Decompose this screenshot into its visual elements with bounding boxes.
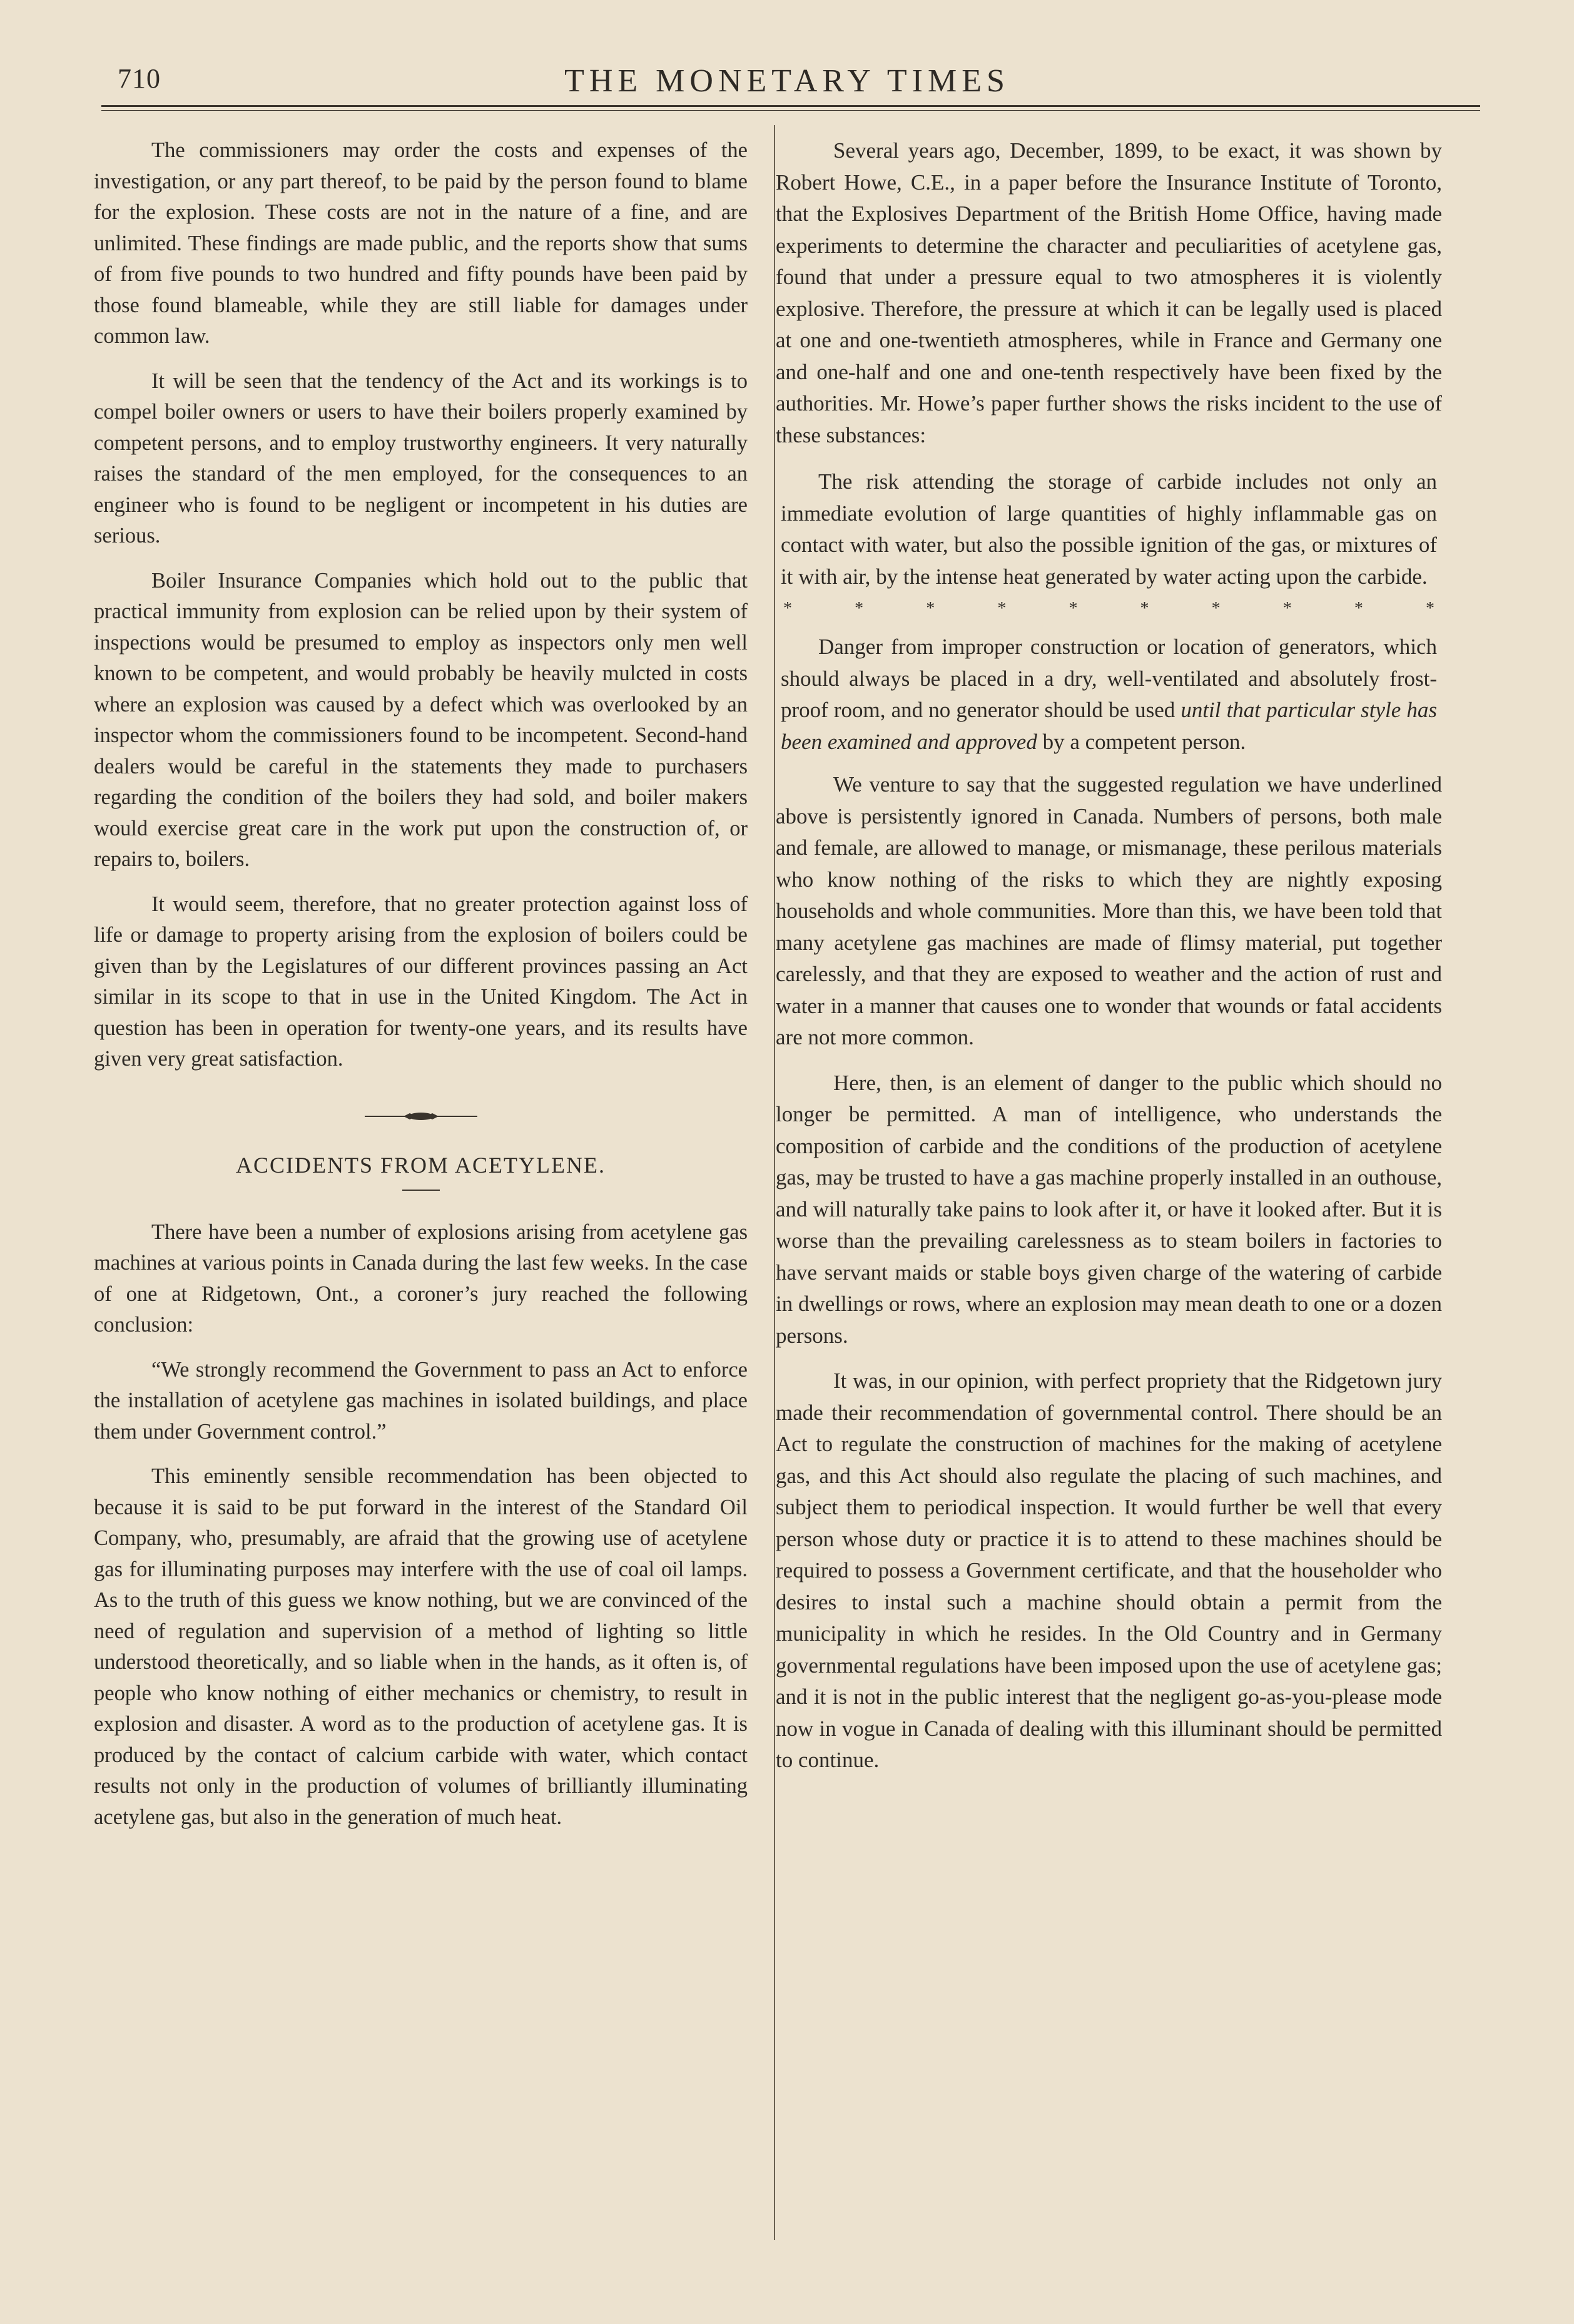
quote-text: Danger from improper construction or location of generators, which should always be placed in a dry, well-ventilated and absolutely frost-proof room, and no generator should be used	[781, 635, 1437, 722]
paragraph: Several years ago, December, 1899, to be exact, it was shown by Robert Howe, C.E., in a paper before the Insurance Institute of Toronto, that the Explosives Department of the British Home Office, having made experiments to determine the character and peculiarities of acetylene gas, found that under a pressure equal to two atmospheres it is violently explosive. Therefore, the pressure at which it can be legally used is placed at one and one-twentieth atmospheres, while in France and Germany one and one-half and one and one-tenth respectively have been fixed by the authorities. Mr. Howe’s paper further shows the risks incident to the use of these substances:	[776, 138, 1442, 447]
star: *	[1425, 599, 1434, 618]
star: *	[1354, 599, 1363, 618]
paragraph: It will be seen that the tendency of the Act and its workings is to compel boiler owners or users to have their boilers properly examined by competent persons, and to employ trustworthy engineers. It very naturally raises the standard of the men employed, for the consequences to an engineer who is found to be negligent or incompetent in his duties are serious.	[94, 369, 748, 548]
paragraph: Here, then, is an element of danger to the public which should no longer be permitted. A man of intelligence, who understands the composition of carbide and the conditions of the production of acetylene gas, may be trusted to have a gas machine properly installed in an outhouse, and will naturally take pains to look after it, or have it looked after. But it is worse than the prevailing carelessness as to steam boilers in factories to have servant maids or stable boys given charge of the watering of carbide in dwellings or rows, where an explosion may mean death to one or a dozen persons.	[776, 1070, 1442, 1348]
paragraph: It was, in our opinion, with perfect propriety that the Ridgetown jury made their recommendation of governmental control. There should be an Act to regulate the construction of machines for the making of acetylene gas, and this Act should also regulate the placing of such machines, and subject them to periodical inspection. It would further be well that every person whose duty or practice it is to attend to these machines should be required to possess a Government certificate, and that the householder who desires to instal such a machine should obtain a permit from the municipality in which he resides. In the Old Country and in Germany governmental regulations have been imposed upon the use of acetylene gas; and it is not in the public interest that the negligent go-as-you-please mode now in vogue in Canada of dealing with this illuminant should be permitted to continue.	[776, 1368, 1442, 1772]
paragraph: Boiler Insurance Companies which hold out to the public that practical immunity from explosion can be relied upon by their system of inspections would be presumed to employ as inspectors only men well known to be competent, and would probably be heavily mulcted in costs where an explosion was caused by a defect which was overlooked by an inspector whom the commissioners found to be incompetent. Second-hand dealers would be careful in the statements they made to purchasers regarding the condition of the boilers they had sold, and boiler makers would exercise great care in the work put upon the construction of, or repairs to, boilers.	[94, 568, 748, 871]
right-column	[776, 135, 1442, 1790]
star: *	[1140, 599, 1149, 618]
masthead-title: THE MONETARY TIMES	[564, 63, 1010, 99]
quote-paragraph	[781, 631, 1437, 758]
block-quote	[776, 466, 1442, 758]
star: *	[926, 599, 935, 618]
section-ornament	[94, 1111, 748, 1124]
star: *	[997, 599, 1007, 618]
ornament-icon	[365, 1111, 477, 1121]
header-rule-thick	[101, 105, 1480, 107]
quote-paragraph: The risk attending the storage of carbide includes not only an immediate evolution of large quantities of highly inflammable gas on contact with water, but also the possible ignition of the gas, or mixtures of it with air, by the intense heat generated by water acting upon the carbide.	[781, 469, 1437, 589]
star: *	[1069, 599, 1078, 618]
header-rule-thin	[101, 110, 1480, 111]
column-divider	[774, 125, 775, 2240]
star: *	[855, 599, 864, 618]
quote-text: by a competent person.	[1037, 729, 1246, 754]
star: *	[1282, 599, 1292, 618]
paragraph: There have been a number of explosions arising from acetylene gas machines at various points in Canada during the last few weeks. In the case of one at Ridgetown, Ont., a coroner’s jury reached the following conclusion:	[94, 1220, 748, 1337]
star: *	[1211, 599, 1221, 618]
left-column	[94, 135, 748, 1847]
heading-rule	[402, 1190, 440, 1191]
quoted-paragraph: “We strongly recommend the Government to pass an Act to enforce the installation of acetylene gas machines in isolated buildings, and place them under Government control.”	[94, 1357, 748, 1444]
paragraph: It would seem, therefore, that no greater protection against loss of life or damage to property arising from the explosion of boilers could be given than by the Legislatures of our different provinces passing an Act similar in its scope to that in use in the United Kingdom. The Act in question has been in operation for twenty-one years, and its results have given very great satisfaction.	[94, 892, 748, 1071]
article-heading: ACCIDENTS FROM ACETYLENE.	[235, 1152, 606, 1178]
paragraph: This eminently sensible recommendation has been objected to because it is said to be put forward in the interest of the Standard Oil Company, who, presumably, are afraid that the growing use of acetylene gas for illuminating purposes may interfere with the use of coal oil lamps. As to the truth of this guess we know nothing, but we are convinced of the need of regulation and supervision of a method of lighting so little understood theoretically, and so liable when in the hands, as it often is, of people who know nothing of either mechanics or chemistry, to result in explosion and disaster. A word as to the production of acetylene gas. It is produced by the contact of calcium carbide with water, which contact results not only in the production of volumes of brilliantly illuminating acetylene gas, but also in the generation of much heat.	[94, 1464, 748, 1829]
asterism-row	[783, 599, 1434, 619]
paragraph: We venture to say that the suggested regulation we have underlined above is persistently ignored in Canada. Numbers of persons, both male and female, are allowed to manage, or mismanage, these perilous materials who know nothing of the risks to which they are nightly exposing households and whole communities. More than this, we have been told that many acetylene gas machines are made of flimsy material, put together carelessly, and that they are exposed to weather and the action of rust and water in a manner that causes one to wonder that wounds or fatal accidents are not more common.	[776, 772, 1442, 1049]
paragraph: The commissioners may order the costs and expenses of the investigation, or any part thereof, to be paid by the person found to blame for the explosion. These costs are not in the nature of a fine, and are unlimited. These findings are made public, and the reports show that sums of from five pounds to two hundred and fifty pounds have been paid by those found blameable, while they are still liable for damages under common law.	[94, 138, 748, 348]
page-number: 710	[118, 63, 161, 94]
star: *	[783, 599, 792, 618]
quote-emphasis: until that particular style has been examined and approved	[781, 698, 1437, 754]
